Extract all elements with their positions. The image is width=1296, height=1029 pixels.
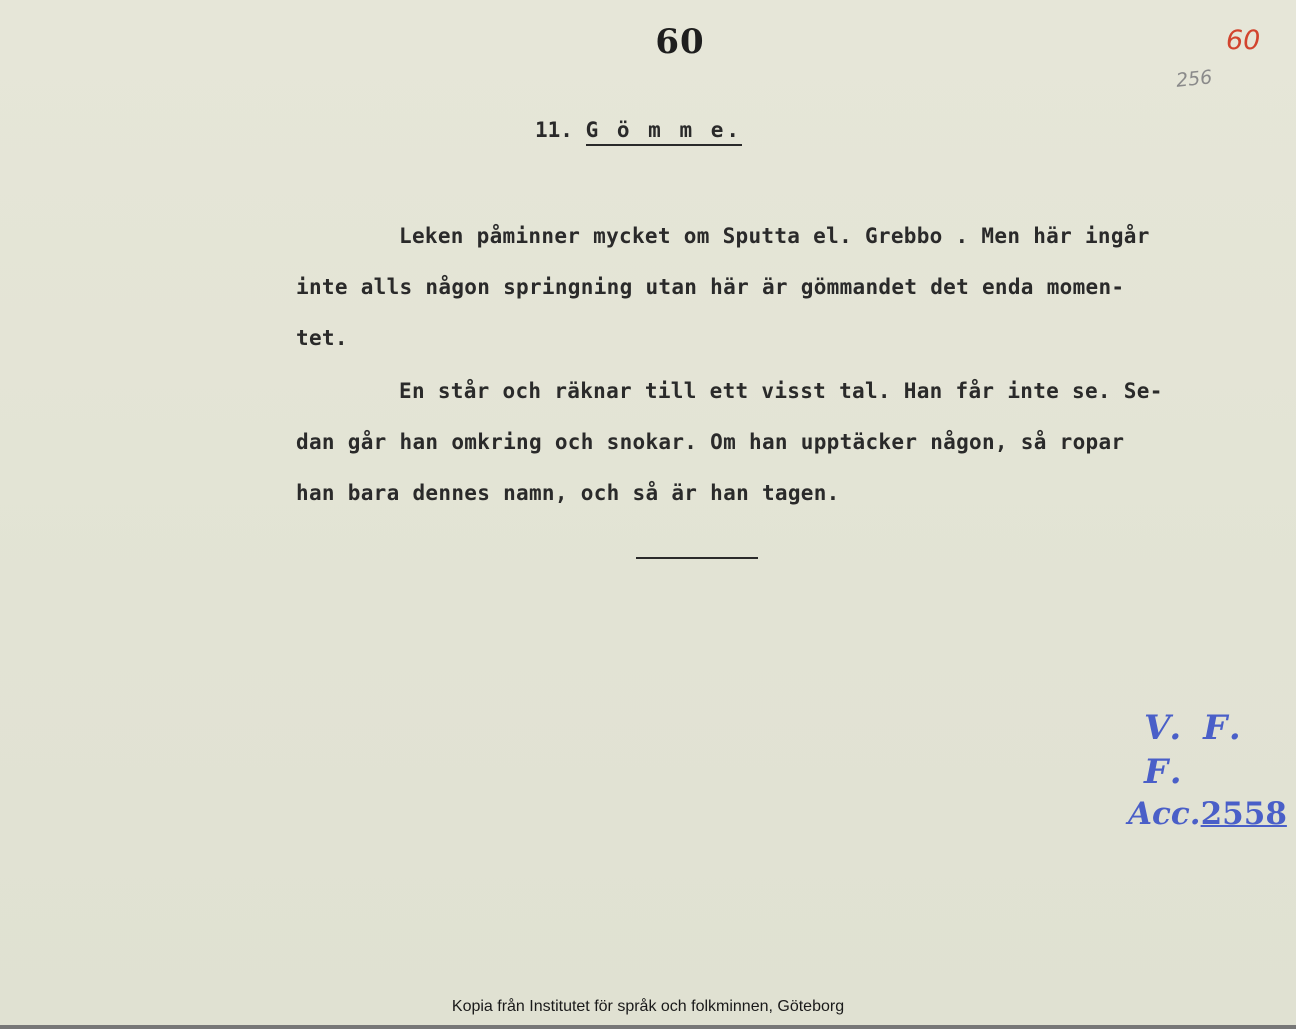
body-line-2: inte alls någon springning utan här är gömmandet det enda momen- (296, 275, 1125, 299)
archive-stamp (1128, 706, 1293, 834)
scan-edge (0, 1025, 1296, 1029)
stamp-acc-number: 2558 (1200, 796, 1287, 832)
red-page-annotation: 60 (1226, 25, 1261, 56)
body-line-5: dan går han omkring och snokar. Om han upptäcker någon, så ropar (296, 430, 1125, 454)
body-line-6: han bara dennes namn, och så är han tagen. (296, 481, 840, 505)
stamp-initials: V. F. F. (1144, 708, 1246, 792)
copy-footer: Kopia från Institutet för språk och folkminnen, Göteborg (451, 998, 845, 1015)
section-heading (535, 118, 742, 142)
body-line-3: tet. (296, 326, 348, 350)
page-number: 60 (655, 22, 705, 62)
pencil-annotation: 256 (1174, 66, 1214, 92)
body-line-1: Leken påminner mycket om Sputta el. Grebbo . Men här ingår (399, 224, 1150, 248)
stamp-accession (1128, 794, 1293, 834)
body-line-4: En står och räknar till ett visst tal. Han får inte se. Se- (399, 379, 1163, 403)
stamp-acc-label: Acc. (1128, 796, 1201, 832)
section-divider (636, 557, 758, 559)
heading-number: 11. (535, 118, 573, 142)
heading-title: G ö m m e. (586, 118, 742, 146)
